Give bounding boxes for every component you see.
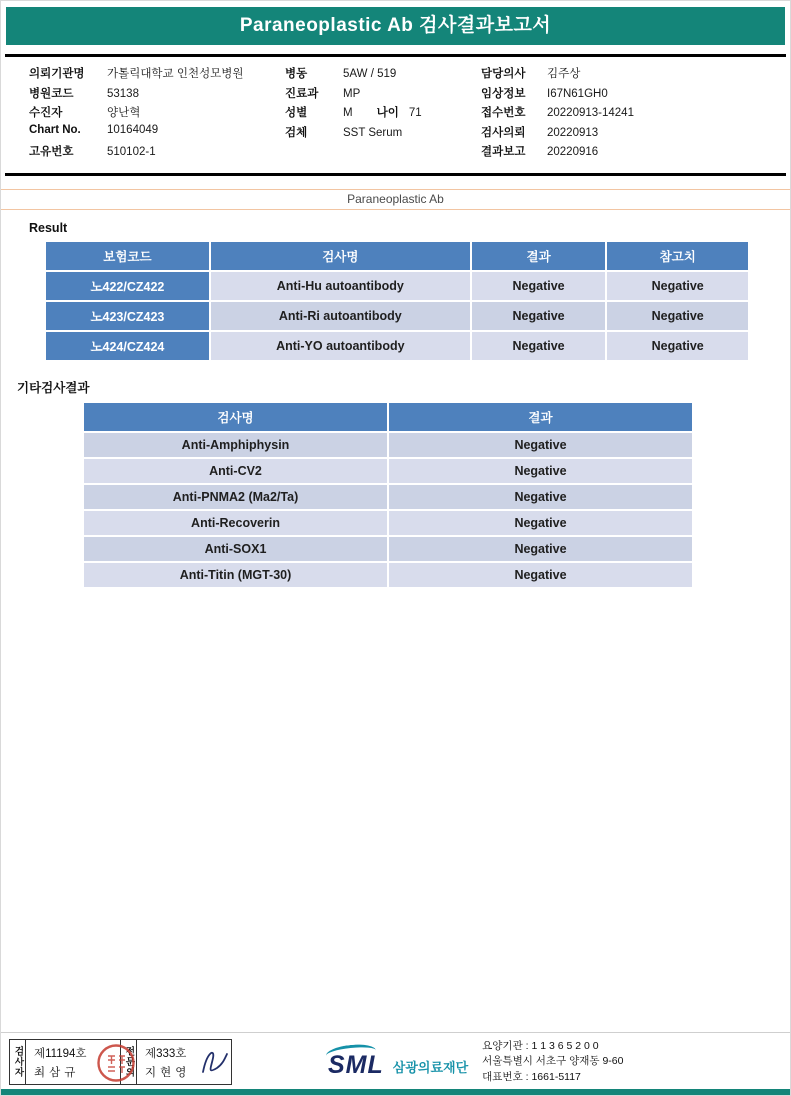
- test-name-cell: Anti-PNMA2 (Ma2/Ta): [84, 485, 387, 509]
- other-table-row: [84, 511, 692, 535]
- info-row: [481, 65, 786, 85]
- other-table-row: [84, 485, 692, 509]
- test-name-cell: Anti-Titin (MGT-30): [84, 563, 387, 587]
- examiner-role-label: 검사자: [9, 1039, 26, 1085]
- patient-info-middle-column: [285, 65, 481, 163]
- examiner-cert-box: [25, 1039, 121, 1085]
- test-name-cell: Anti-SOX1: [84, 537, 387, 561]
- info-row: [29, 124, 285, 144]
- other-table-row: [84, 433, 692, 457]
- care-institution-number: 요양기관 : 1 1 3 6 5 2 0 0: [482, 1040, 599, 1053]
- field-value: 10164049: [107, 123, 159, 136]
- field-value: 김주상: [547, 68, 581, 80]
- field-value: 가톨릭대학교 인천성모병원: [107, 68, 244, 80]
- other-table-row: [84, 537, 692, 561]
- column-header-test-name: 검사명: [211, 242, 470, 270]
- field-label: 성별: [285, 107, 308, 119]
- specialist-cert-number: 제333호: [145, 1047, 187, 1060]
- field-value: 양난혁: [107, 107, 141, 119]
- field-label: 진료과: [285, 87, 319, 100]
- sml-logo: [328, 1045, 468, 1080]
- field-label: 고유번호: [29, 146, 74, 158]
- result-table: [44, 240, 750, 362]
- column-header-test-name: 검사명: [84, 403, 387, 431]
- field-value: MP: [343, 87, 361, 100]
- result-cell: Negative: [389, 537, 692, 561]
- footer: [1, 1037, 790, 1087]
- other-results-table: [82, 401, 694, 589]
- column-header-result: 결과: [472, 242, 606, 270]
- section-title-bar: [1, 189, 790, 210]
- insurance-code-cell: 노424/CZ424: [46, 332, 209, 360]
- other-table-header-row: [84, 403, 692, 431]
- examiner-name: 최삼규: [34, 1066, 80, 1079]
- field-value: 20220913-14241: [547, 107, 634, 119]
- field-label: 접수번호: [481, 107, 526, 119]
- result-cell: Negative: [472, 332, 606, 360]
- field-value: 510102-1: [107, 146, 156, 158]
- field-value: SST Serum: [343, 126, 403, 139]
- result-cell: Negative: [389, 459, 692, 483]
- footer-contact-info: [482, 1039, 623, 1085]
- info-row: [29, 143, 285, 163]
- test-name-cell: Anti-Recoverin: [84, 511, 387, 535]
- field-value: 20220913: [547, 126, 599, 139]
- result-cell: Negative: [389, 485, 692, 509]
- footer-divider: [1, 1032, 790, 1033]
- info-row: [481, 104, 786, 124]
- info-row: [285, 104, 481, 124]
- report-title-band: [6, 7, 785, 45]
- specialist-name: 지현영: [145, 1066, 191, 1079]
- patient-info-left-column: [29, 65, 285, 163]
- reference-cell: Negative: [607, 272, 748, 300]
- sml-logo-mark: [328, 1045, 384, 1080]
- result-table-header-row: [46, 242, 748, 270]
- field-label: 병동: [285, 68, 308, 80]
- result-cell: Negative: [472, 272, 606, 300]
- info-row: [29, 65, 285, 85]
- test-name-cell: Anti-CV2: [84, 459, 387, 483]
- result-cell: Negative: [389, 433, 692, 457]
- organization-address: 서울특별시 서초구 양재동 9-60: [482, 1055, 624, 1068]
- field-value: M: [343, 107, 353, 119]
- field-label: 나이: [376, 107, 399, 119]
- section-title: Paraneoplastic Ab: [347, 191, 444, 206]
- test-name-cell: Anti-Hu autoantibody: [211, 272, 470, 300]
- reference-cell: Negative: [607, 302, 748, 330]
- reference-cell: Negative: [607, 332, 748, 360]
- field-label: Chart No.: [29, 123, 81, 136]
- field-label: 임상정보: [481, 87, 526, 100]
- field-label: 수진자: [29, 107, 63, 119]
- field-value: I67N61GH0: [547, 87, 608, 100]
- info-row: [481, 124, 786, 144]
- test-name-cell: Anti-YO autoantibody: [211, 332, 470, 360]
- field-value: 53138: [107, 87, 139, 100]
- field-label: 결과보고: [481, 146, 526, 158]
- field-label: 검체: [285, 126, 308, 139]
- examiner-cert-number: 제11194호: [34, 1047, 87, 1060]
- patient-info-right-column: [481, 65, 786, 163]
- sml-logo-text: SML: [328, 1050, 384, 1079]
- info-row: [481, 143, 786, 163]
- field-label: 검사의뢰: [481, 126, 526, 139]
- field-label: 병원코드: [29, 87, 74, 100]
- other-table-row: [84, 563, 692, 587]
- field-value: 71: [408, 107, 422, 119]
- info-row: [285, 124, 481, 144]
- result-cell: Negative: [389, 563, 692, 587]
- result-label: Result: [29, 220, 68, 235]
- column-header-result: 결과: [389, 403, 692, 431]
- info-row: [481, 85, 786, 105]
- patient-info-section: [5, 54, 786, 176]
- result-cell: Negative: [472, 302, 606, 330]
- result-table-row: [46, 332, 748, 360]
- result-cell: Negative: [389, 511, 692, 535]
- specialist-signature-icon: [197, 1044, 231, 1080]
- test-name-cell: Anti-Amphiphysin: [84, 433, 387, 457]
- column-header-reference: 참고치: [607, 242, 748, 270]
- column-header-insurance-code: 보험코드: [46, 242, 209, 270]
- report-title: Paraneoplastic Ab 검사결과보고서: [239, 15, 552, 36]
- info-row: [29, 85, 285, 105]
- field-value: 20220916: [547, 146, 599, 158]
- result-table-row: [46, 302, 748, 330]
- bottom-accent-band: [1, 1089, 790, 1095]
- insurance-code-cell: 노423/CZ423: [46, 302, 209, 330]
- test-name-cell: Anti-Ri autoantibody: [211, 302, 470, 330]
- field-label: 의뢰기관명: [29, 68, 85, 80]
- specialist-role-label: 전문의: [120, 1039, 137, 1085]
- organization-name: 삼광의료재단: [392, 1059, 469, 1075]
- info-row: [285, 85, 481, 105]
- other-table-row: [84, 459, 692, 483]
- other-results-label: 기타검사결과: [17, 380, 90, 395]
- info-row: [29, 104, 285, 124]
- result-table-row: [46, 272, 748, 300]
- field-label: 담당의사: [481, 68, 526, 80]
- info-row: [285, 65, 481, 85]
- signer-boxes: [9, 1039, 232, 1085]
- specialist-cert-box: [136, 1039, 232, 1085]
- organization-phone: 대표번호 : 1661-5117: [482, 1070, 581, 1083]
- field-value: 5AW / 519: [343, 68, 397, 80]
- insurance-code-cell: 노422/CZ422: [46, 272, 209, 300]
